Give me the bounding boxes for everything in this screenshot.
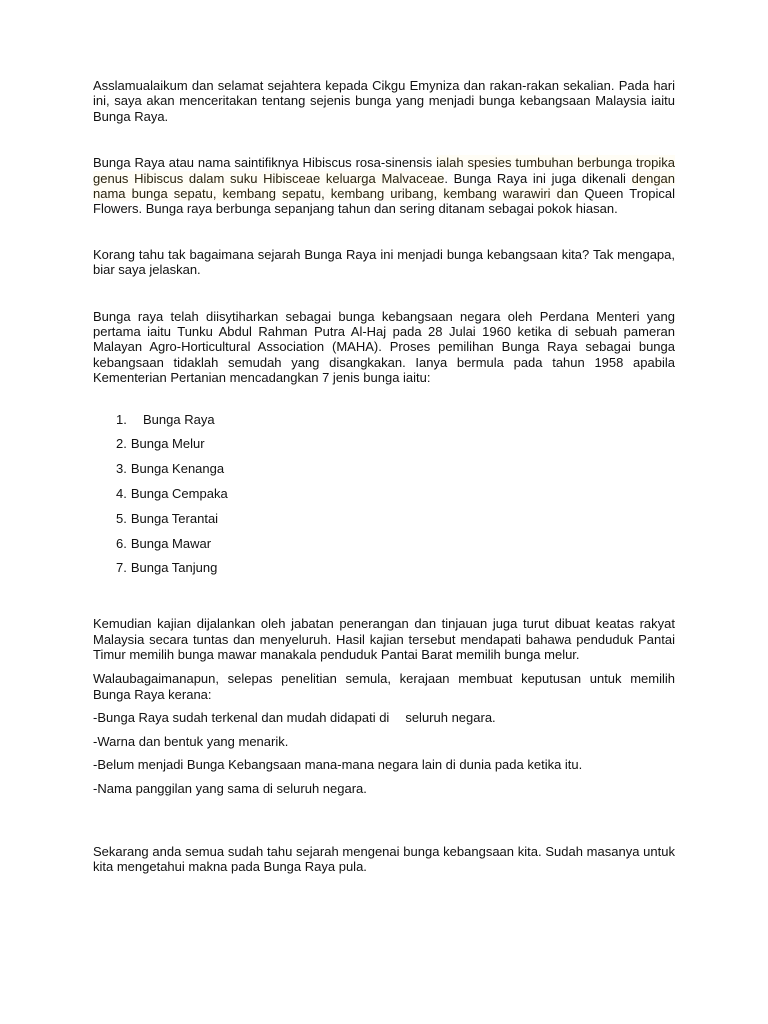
list-item-label: Bunga Kenanga [130, 461, 225, 477]
list-item [116, 461, 675, 486]
scientific-name-highlight-a: ialah spesies tumbuhan berbunga tropika genus Hibiscus dalam suku Hibisceae keluarga Malvaceae [93, 155, 675, 186]
scientific-name-highlight-b: dengan nama bunga sepatu, kembang sepatu, kembang uribang, kembang warawiri dan [93, 170, 676, 202]
list-item [116, 536, 675, 561]
list-item-number: 6. [116, 535, 127, 551]
survey-paragraph: Kemudian kajian dijalankan oleh jabatan penerangan dan tinjauan juga turut dibuat keatas rakyat Malaysia secara tuntas dan menyeluruh. Hasil kajian tersebut mendapati bahawa penduduk Pantai Timur memilih bunga mawar manakala penduduk Pantai Barat memilih bunga melur. [93, 616, 675, 663]
list-item-label: Bunga Raya [143, 411, 215, 427]
flower-list [93, 412, 675, 586]
list-item [116, 436, 675, 461]
list-item [116, 560, 675, 585]
list-item-label: Bunga Terantai [130, 510, 219, 526]
document-page [93, 78, 675, 875]
list-item-number: 5. [116, 510, 127, 526]
reason-item: -Belum menjadi Bunga Kebangsaan mana-mana negara lain di dunia pada ketika itu. [93, 757, 583, 773]
list-item [116, 511, 675, 536]
list-item-number: 2. [116, 436, 127, 452]
scientific-name-text-a: Bunga Raya atau nama saintifiknya Hibiscus rosa-sinensis [93, 155, 437, 171]
list-item [116, 412, 675, 437]
question-paragraph: Korang tahu tak bagaimana sejarah Bunga Raya ini menjadi bunga kebangsaan kita? Tak mengapa, biar saya jelaskan. [93, 246, 675, 278]
list-item-label: Bunga Cempaka [130, 486, 228, 502]
list-item-label: Bunga Tanjung [130, 560, 218, 576]
list-item [116, 486, 675, 511]
scientific-name-text-e: Queen Tropical Flowers. Bunga raya berbunga sepanjang tahun dan sering ditanam sebagai pokok hiasan. [93, 186, 675, 217]
list-item-label: Bunga Melur [130, 436, 205, 452]
list-item-number: 4. [116, 486, 127, 502]
reason-item: -Warna dan bentuk yang menarik. [93, 733, 289, 749]
scientific-name-paragraph [93, 155, 675, 217]
history-paragraph: Bunga raya telah diisytiharkan sebagai bunga kebangsaan negara oleh Perdana Menteri yang pertama iaitu Tunku Abdul Rahman Putra Al-Haj pada 28 Julai 1960 ketika di sebuah pameran Malayan Agro-Horticultural Association (MAHA). Proses pemilihan Bunga Raya sebagai bunga kebangsaan tidaklah semudah yang disangkakan. Ianya bermula pada tahun 1958 apabila Kementerian Pertanian mencadangkan 7 jenis bunga iaitu: [93, 308, 675, 386]
list-item-number: 7. [116, 560, 127, 576]
reason-text-a: -Bunga Raya sudah terkenal dan mudah didapati di [93, 710, 390, 726]
intro-paragraph: Asslamualaikum dan selamat sejahtera kepada Cikgu Emyniza dan rakan-rakan sekalian. Pada hari ini, saya akan menceritakan tentang sejenis bunga yang menjadi bunga kebangsaan Malaysia iaitu Bunga Raya. [93, 78, 675, 124]
decision-paragraph: Walaubagaimanapun, selepas penelitian semula, kerajaan membuat keputusan untuk memilih Bunga Raya kerana: [93, 671, 675, 702]
list-item-number: 3. [116, 461, 127, 477]
closing-paragraph: Sekarang anda semua sudah tahu sejarah mengenai bunga kebangsaan kita. Sudah masanya untuk kita mengetahui makna pada Bunga Raya pula. [93, 843, 675, 875]
reason-item: -Nama panggilan yang sama di seluruh negara. [93, 780, 367, 796]
reason-item [93, 710, 675, 725]
list-item-number: 1. [116, 411, 127, 427]
list-item-label: Bunga Mawar [130, 535, 212, 551]
reason-text-b: seluruh negara. [405, 710, 496, 726]
scientific-name-text-c: . Bunga Raya ini juga dikenali [444, 170, 632, 186]
